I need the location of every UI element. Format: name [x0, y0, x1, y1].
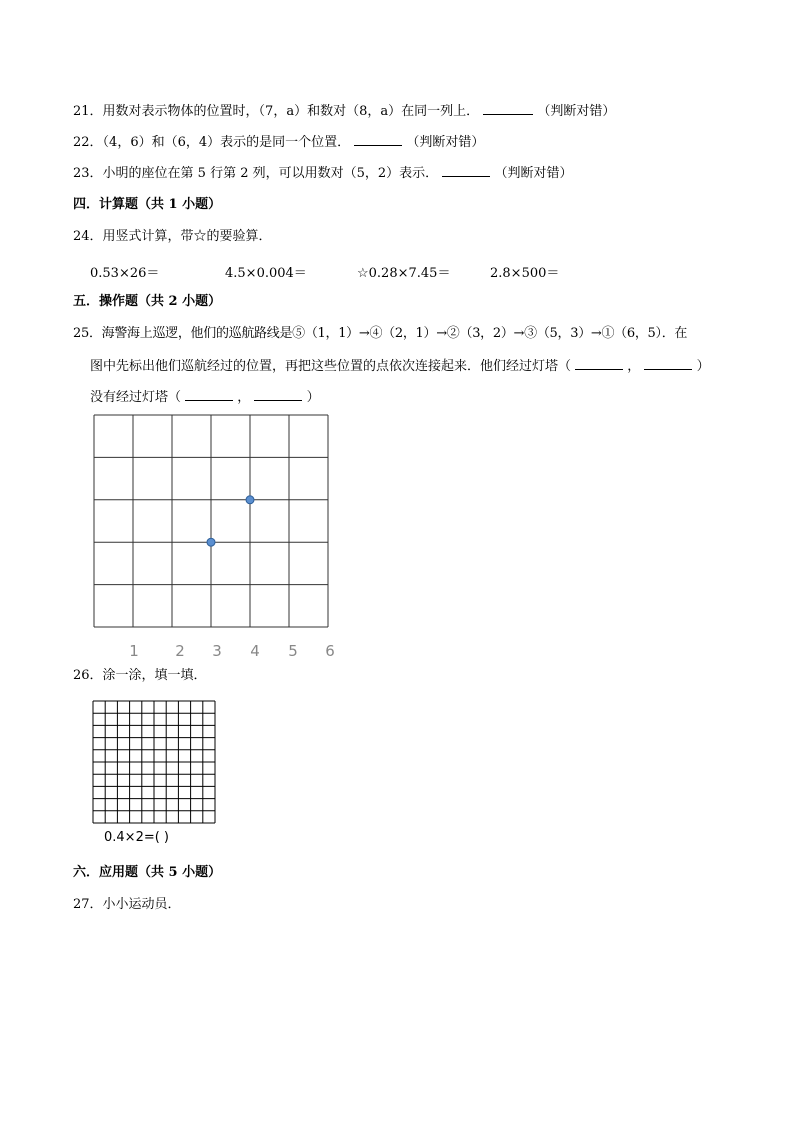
- question-21-judge: （判断对错）: [537, 104, 616, 119]
- section-5-title: 五．操作题（共 2 小题）: [73, 294, 222, 309]
- calc-item-2: 4.5×0.004＝: [225, 266, 307, 281]
- question-27-text: 27．小小运动员．: [73, 897, 181, 912]
- question-25-comma-1: ，: [627, 359, 641, 374]
- question-23-text: 23．小明的座位在第 5 行第 2 列，可以用数对（5，2）表示．: [73, 166, 439, 181]
- x-axis-label: 4: [250, 642, 260, 660]
- question-25-line1: 25．海警海上巡逻，他们的巡航路线是⑤（1，1）→④（2，1）→②（3，2）→③（5，3）→①（6，5）．在: [73, 326, 688, 341]
- question-26-text: 26．涂一涂，填一填．: [73, 668, 207, 683]
- x-axis-label: 3: [212, 642, 222, 660]
- x-axis-label: 2: [175, 642, 185, 660]
- calc-item-3: ☆0.28×7.45＝: [357, 266, 451, 281]
- question-26-formula[interactable]: 0.4×2=( ): [104, 830, 170, 845]
- question-25-close-1: ）: [696, 359, 710, 374]
- section-4-title: 四．计算题（共 1 小题）: [73, 197, 222, 212]
- x-axis-label: 6: [325, 642, 335, 660]
- x-axis-label: 5: [288, 642, 298, 660]
- section-6-title: 六．应用题（共 5 小题）: [73, 865, 222, 880]
- question-25-line2a: 图中先标出他们巡航经过的位置，再把这些位置的点依次连接起来．他们经过灯塔（: [90, 359, 572, 374]
- question-24-text: 24．用竖式计算，带☆的要验算．: [73, 229, 272, 244]
- calc-item-1: 0.53×26＝: [90, 266, 160, 281]
- question-25-line3a: 没有经过灯塔（: [90, 390, 182, 405]
- question-23-judge: （判断对错）: [494, 166, 573, 181]
- question-25-close-2: ）: [306, 390, 320, 405]
- question-21-text: 21．用数对表示物体的位置时，（7，a）和数对（8，a）在同一列上．: [73, 104, 480, 119]
- calc-item-4: 2.8×500＝: [490, 266, 560, 281]
- question-25-comma-2: ，: [237, 390, 251, 405]
- question-22-text: 22．（4，6）和（6，4）表示的是同一个位置．: [73, 135, 351, 150]
- question-22-judge: （判断对错）: [406, 135, 485, 150]
- x-axis-label: 1: [129, 642, 139, 660]
